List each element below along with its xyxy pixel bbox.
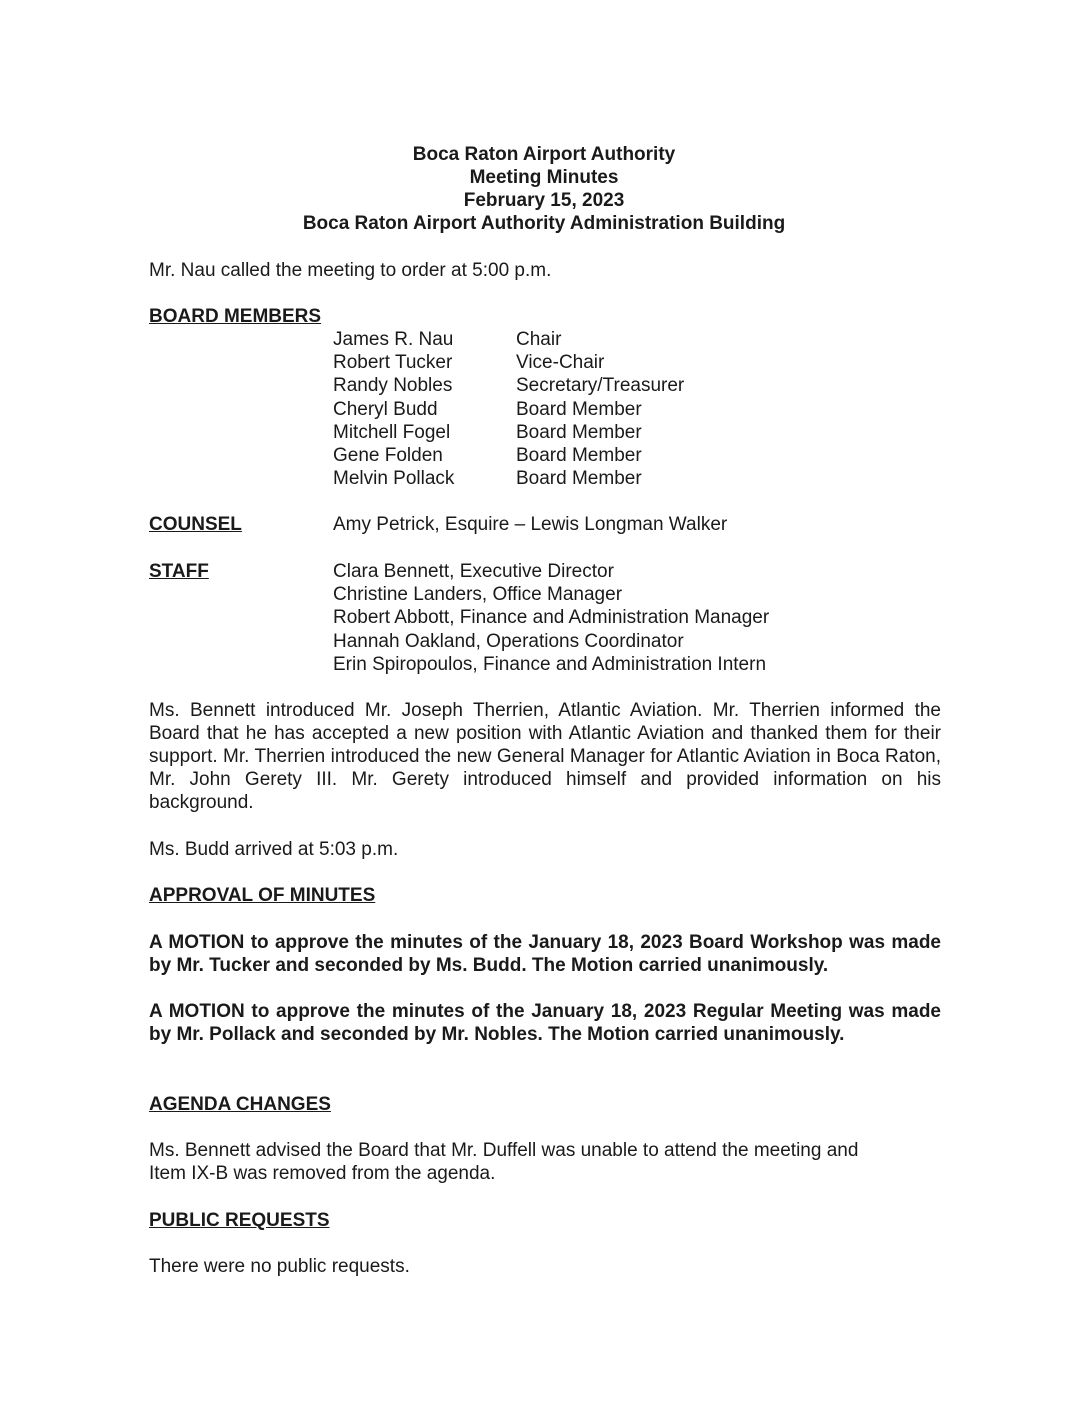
member-role: Board Member: [516, 445, 642, 467]
call-to-order: Mr. Nau called the meeting to order at 5:00 p.m.: [149, 260, 552, 281]
organization-title: Boca Raton Airport Authority: [412, 144, 676, 165]
member-role: Board Member: [516, 468, 642, 490]
member-role: Chair: [516, 329, 562, 350]
member-role: Vice-Chair: [516, 352, 605, 374]
document-title: Meeting Minutes: [469, 167, 619, 188]
board-member-row: [333, 467, 684, 490]
board-members-heading: BOARD MEMBERS: [149, 306, 322, 327]
counsel-heading: COUNSEL: [149, 514, 242, 535]
public-requests-text: There were no public requests.: [149, 1256, 410, 1277]
document-header: [0, 143, 1088, 235]
motion-regular-meeting-minutes: A MOTION to approve the minutes of the January 18, 2023 Regular Meeting was made by Mr. Pollack and seconded by Mr. Nobles. The Motion carried unanimously.: [149, 1001, 941, 1045]
arrival-note: Ms. Budd arrived at 5:03 p.m.: [149, 839, 399, 860]
agenda-changes-text: [149, 1139, 941, 1185]
meeting-location: Boca Raton Airport Authority Administration Building: [302, 213, 786, 234]
member-name: Mitchell Fogel: [333, 421, 451, 443]
board-member-row: [333, 398, 684, 421]
agenda-line: Ms. Bennett advised the Board that Mr. Duffell was unable to attend the meeting and: [149, 1140, 859, 1161]
counsel-text: Amy Petrick, Esquire – Lewis Longman Walker: [333, 514, 728, 535]
staff-member: Erin Spiropoulos, Finance and Administration Intern: [333, 653, 767, 675]
agenda-changes-heading: AGENDA CHANGES: [149, 1094, 331, 1115]
board-member-row: [333, 328, 684, 351]
board-member-row: [333, 421, 684, 444]
staff-member: Christine Landers, Office Manager: [333, 584, 623, 606]
member-name: Robert Tucker: [333, 352, 453, 374]
member-name: James R. Nau: [333, 329, 454, 350]
staff-member: Robert Abbott, Finance and Administration Manager: [333, 607, 770, 629]
member-name: Cheryl Budd: [333, 398, 438, 420]
member-name: Gene Folden: [333, 445, 443, 467]
public-requests-heading: PUBLIC REQUESTS: [149, 1210, 330, 1231]
staff-member: Clara Bennett, Executive Director: [333, 561, 614, 582]
member-role: Board Member: [516, 398, 642, 420]
member-role: Board Member: [516, 421, 642, 443]
staff-heading: STAFF: [149, 561, 209, 582]
member-name: Melvin Pollack: [333, 468, 455, 490]
meeting-date: February 15, 2023: [463, 190, 625, 211]
board-members-list: [333, 328, 684, 490]
board-member-row: [333, 351, 684, 374]
staff-member: Hannah Oakland, Operations Coordinator: [333, 630, 684, 652]
introduction-paragraph: Ms. Bennett introduced Mr. Joseph Therrien, Atlantic Aviation. Mr. Therrien informed the Board that he has accepted a new position with Atlantic Aviation and thanked them for their support. Mr. Therrien introduced the new General Manager for Atlantic Aviation in Boca Raton, Mr. John Gerety III. Mr. Gerety introduced himself and provided information on his background.: [149, 700, 941, 813]
agenda-line: Item IX-B was removed from the agenda.: [149, 1163, 496, 1184]
motion-workshop-minutes: A MOTION to approve the minutes of the January 18, 2023 Board Workshop was made by Mr. Tucker and seconded by Ms. Budd. The Motion carried unanimously.: [149, 932, 941, 976]
approval-of-minutes-heading: APPROVAL OF MINUTES: [149, 885, 376, 906]
member-name: Randy Nobles: [333, 375, 453, 397]
board-member-row: [333, 444, 684, 467]
member-role: Secretary/Treasurer: [516, 375, 685, 397]
staff-list: [333, 560, 769, 676]
board-member-row: [333, 374, 684, 397]
